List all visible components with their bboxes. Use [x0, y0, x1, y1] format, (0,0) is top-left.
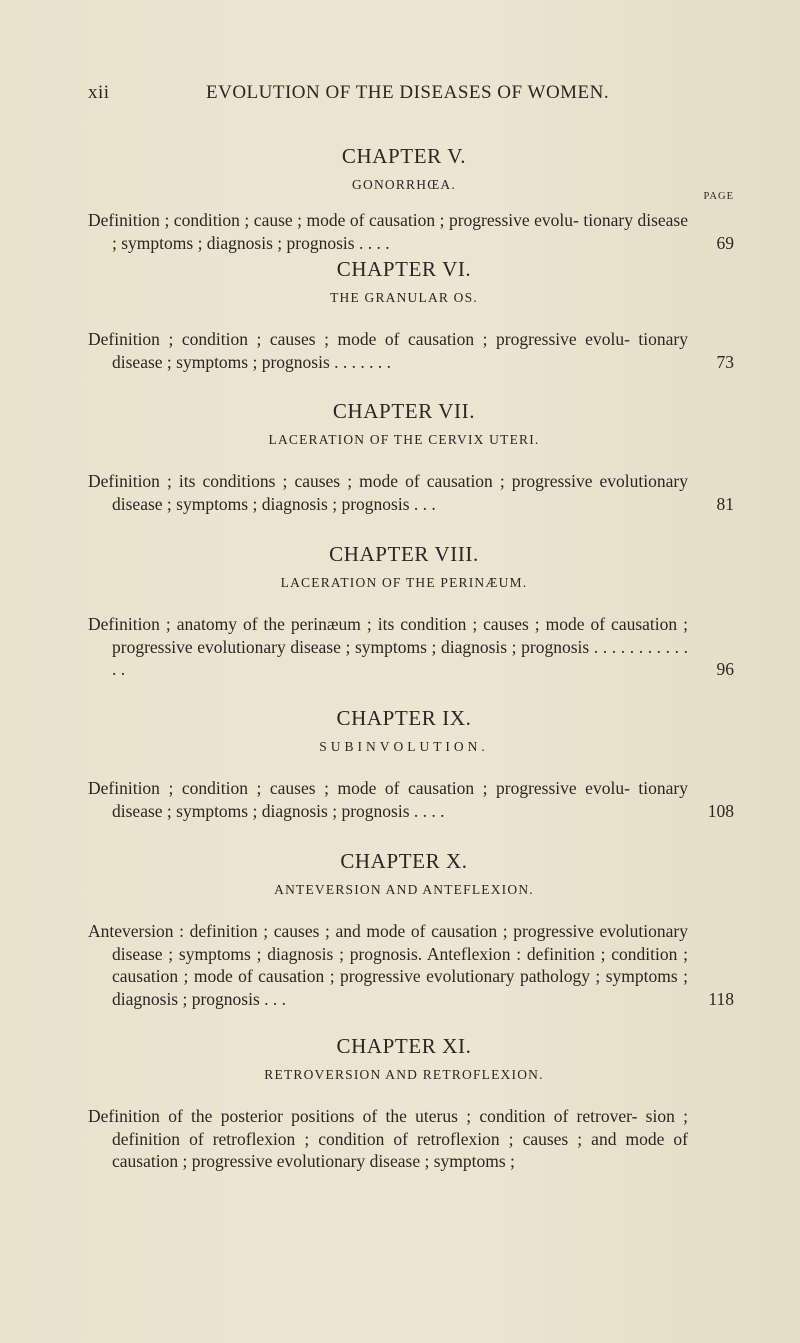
page-number: 118 — [708, 988, 734, 1009]
chapter-subject: ANTEVERSION AND ANTEFLEXION. — [274, 882, 534, 897]
page-number: 69 — [716, 232, 734, 253]
page-number: 108 — [707, 800, 734, 821]
chapter-heading: CHAPTER VI. — [336, 257, 472, 281]
chapter-contents — [88, 777, 734, 822]
running-title: EVOLUTION OF THE DISEASES OF WOMEN. — [206, 82, 610, 103]
chapter-contents-text: Definition ; condition ; causes ; mode of causation ; progressive evolu- tionary disease ; symptoms ; diagnosis ; prognosis . . . . — [88, 778, 688, 821]
chapter-entry — [88, 705, 734, 822]
chapter-heading: CHAPTER IX. — [336, 706, 472, 730]
chapter-heading: CHAPTER XI. — [336, 1034, 472, 1058]
chapter-contents-text: Definition of the posterior positions of the uterus ; condition of retrover- sion ; definition of retroflexion ; condition of retroflexion ; causes ; and mode of causation ; progressive evolutionary disease ; symptoms ; — [88, 1106, 688, 1171]
chapter-contents-text: Definition ; condition ; cause ; mode of causation ; progressive evolu- tionary disease ; symptoms ; diagnosis ; prognosis . . . . — [88, 210, 688, 253]
chapter-contents — [88, 613, 734, 681]
chapter-subject: RETROVERSION AND RETROFLEXION. — [264, 1067, 544, 1082]
chapter-entry — [88, 541, 734, 681]
chapter-subject: LACERATION OF THE CERVIX UTERI. — [268, 432, 540, 447]
chapter-contents — [88, 470, 734, 515]
chapter-entry — [88, 256, 734, 373]
chapter-contents — [88, 1105, 720, 1173]
chapter-contents — [88, 209, 734, 254]
chapter-contents-text: Definition ; its conditions ; causes ; mode of causation ; progressive evolutionary disease ; symptoms ; diagnosis ; prognosis . . . — [88, 471, 688, 514]
chapter-contents — [88, 328, 734, 373]
chapter-heading: CHAPTER VIII. — [329, 542, 479, 566]
chapter-subject: THE GRANULAR OS. — [330, 290, 478, 305]
page-number: 73 — [716, 351, 734, 372]
chapter-entry — [88, 398, 734, 515]
page-folio: xii — [88, 82, 110, 103]
chapter-heading: CHAPTER V. — [341, 144, 467, 168]
chapter-contents — [88, 920, 734, 1010]
chapter-subject: GONORRHŒA. — [352, 177, 456, 192]
chapter-contents-text: Definition ; anatomy of the perinæum ; its condition ; causes ; mode of causation ; progressive evolutionary disease ; symptoms ; diagnosis ; prognosis . . . . . . . . . . . . . — [88, 614, 688, 679]
page-number: 96 — [716, 659, 734, 679]
chapter-contents-text: Definition ; condition ; causes ; mode of causation ; progressive evolu- tionary disease ; symptoms ; prognosis . . . . . . . — [88, 329, 688, 372]
chapter-heading: CHAPTER VII. — [332, 399, 476, 423]
chapter-entry — [88, 848, 734, 1010]
chapter-entry — [88, 1033, 720, 1173]
chapter-contents-text: Anteversion : definition ; causes ; and mode of causation ; progressive evolutionary disease ; symptoms ; diagnosis ; prognosis. Anteflexion : definition ; condition ; causation ; mode of causation ; progressive evolutionary pathology ; symptoms ; diagnosis ; prognosis . . . — [88, 921, 688, 1009]
page-column-label: PAGE — [703, 191, 734, 202]
page-number: 81 — [716, 493, 734, 514]
chapter-subject: LACERATION OF THE PERINÆUM. — [280, 575, 528, 590]
running-head — [88, 82, 728, 112]
chapter-subject: SUBINVOLUTION. — [319, 739, 489, 754]
chapter-heading: CHAPTER X. — [340, 849, 468, 873]
chapter-entry — [88, 143, 734, 254]
